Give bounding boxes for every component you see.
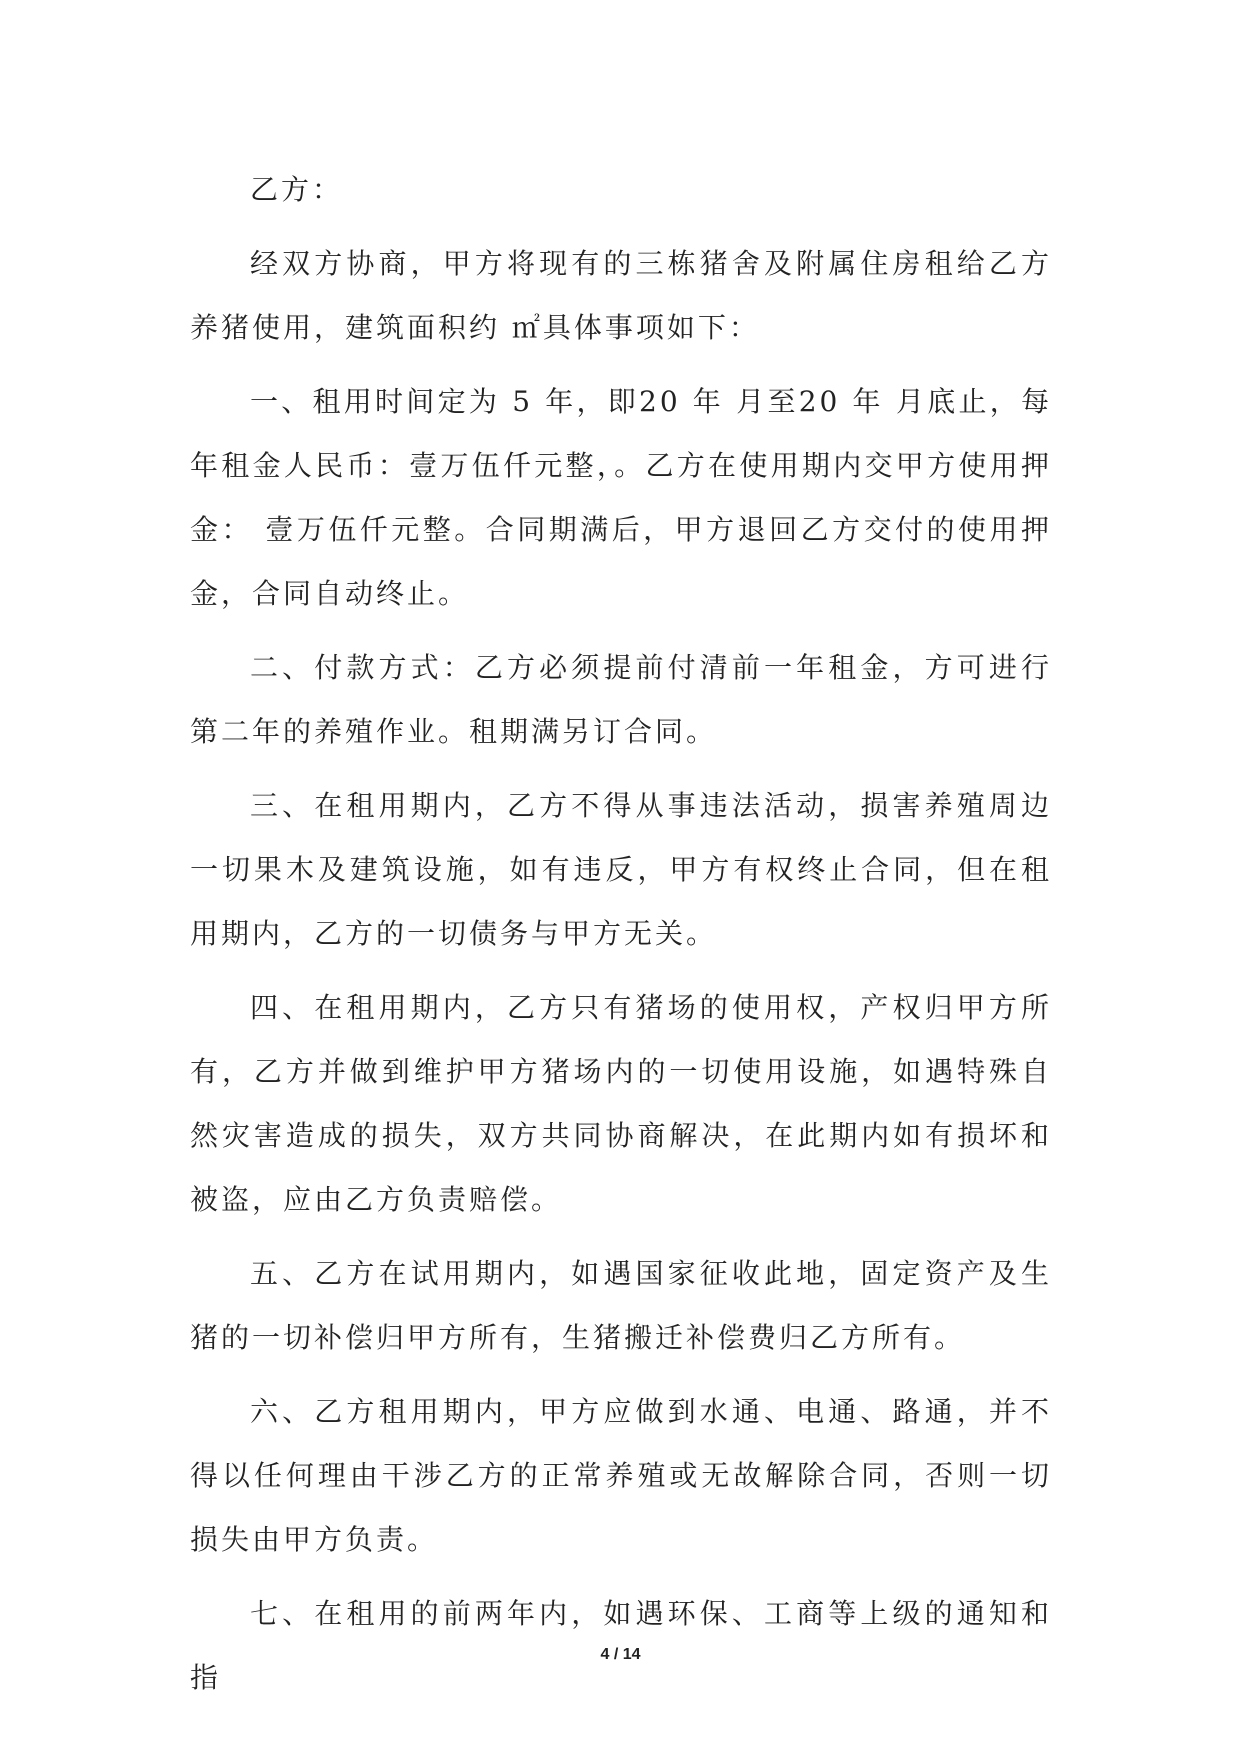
clause-2-paragraph: 二、付款方式：乙方必须提前付清前一年租金，方可进行第二年的养殖作业。租期满另订合同。 <box>190 651 1052 748</box>
clause-4-paragraph: 四、在租用期内，乙方只有猪场的使用权，产权归甲方所有，乙方并做到维护甲方猪场内的一切使用设施，如遇特殊自然灾害造成的损失，双方共同协商解决，在此期内如有损坏和被盗，应由乙方负责赔偿。 <box>190 991 1052 1216</box>
intro-paragraph: 经双方协商，甲方将现有的三栋猪舍及附属住房租给乙方养猪使用，建筑面积约 ㎡具体事项如下： <box>190 247 1052 344</box>
clause-1-paragraph: 一、租用时间定为 5 年，即20 年 月至20 年 月底止，每年租金人民币：壹万伍仟元整，。乙方在使用期内交甲方使用押金： 壹万伍仟元整。合同期满后，甲方退回乙方交付的使用押金，合同自动终止。 <box>190 385 1052 610</box>
clause-7-paragraph: 七、在租用的前两年内，如遇环保、工商等上级的通知和指 <box>190 1597 1052 1694</box>
clause-5-paragraph: 五、乙方在试用期内，如遇国家征收此地，固定资产及生猪的一切补偿归甲方所有，生猪搬迁补偿费归乙方所有。 <box>190 1257 1052 1354</box>
document-body <box>190 158 1052 1720</box>
page-number: 4 / 14 <box>600 1646 641 1663</box>
clause-6-paragraph: 六、乙方租用期内，甲方应做到水通、电通、路通，并不得以任何理由干涉乙方的正常养殖或无故解除合同，否则一切损失由甲方负责。 <box>190 1395 1052 1556</box>
party-b-line: 乙方： <box>250 173 344 206</box>
clause-3-paragraph: 三、在租用期内，乙方不得从事违法活动，损害养殖周边一切果木及建筑设施，如有违反，甲方有权终止合同，但在租用期内，乙方的一切债务与甲方无关。 <box>190 789 1052 950</box>
